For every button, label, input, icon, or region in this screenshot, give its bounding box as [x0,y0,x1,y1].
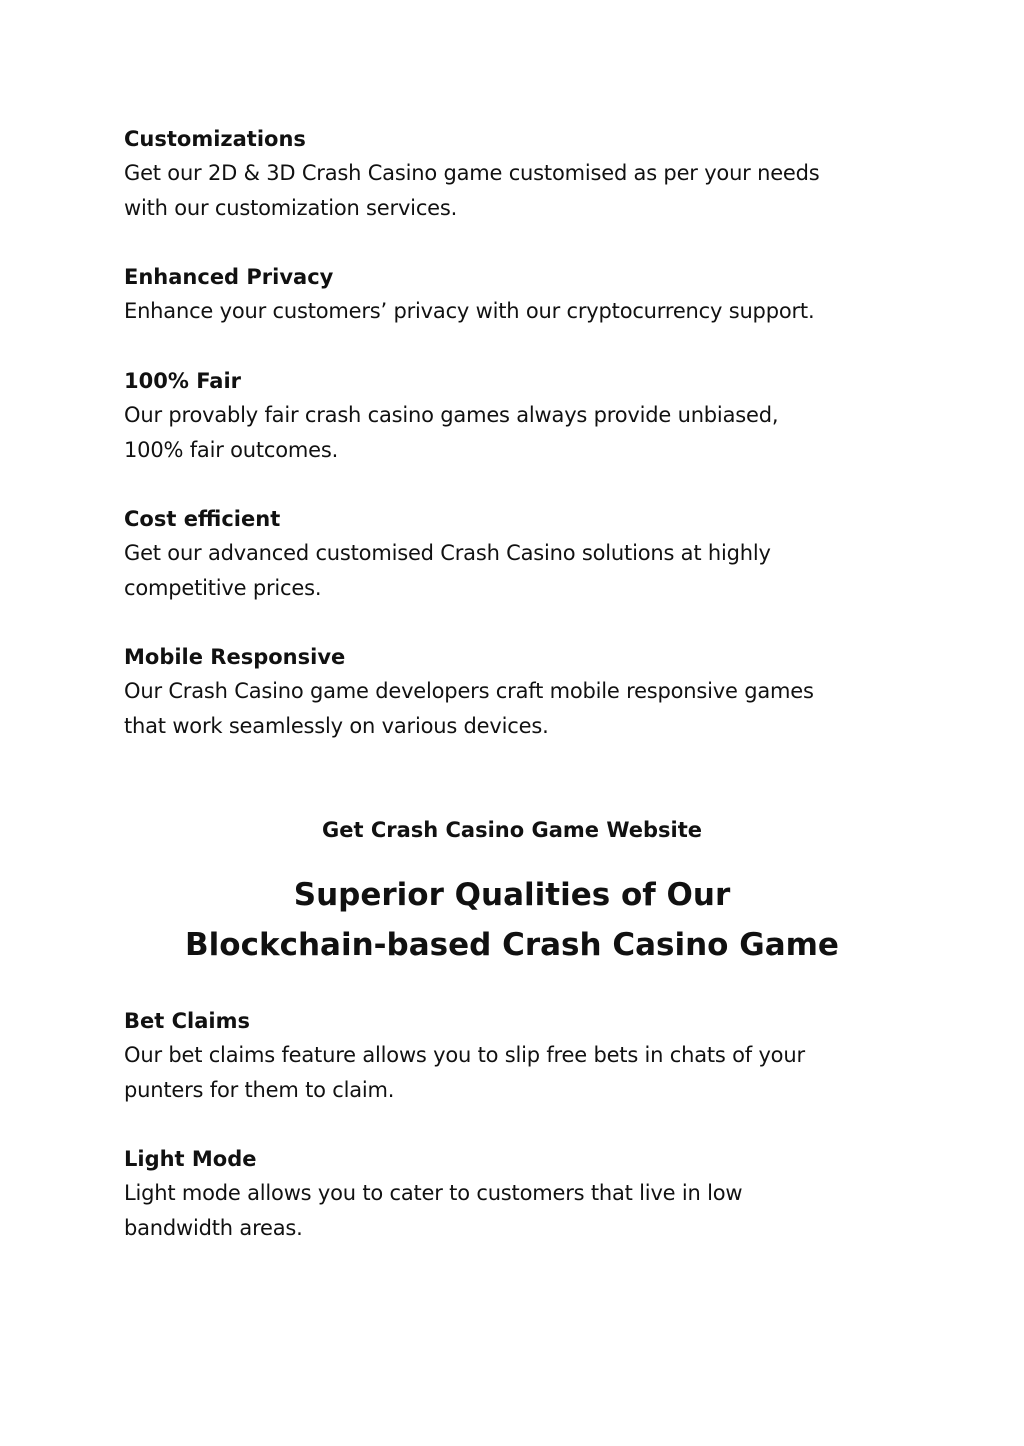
quality-bet-claims [124,1004,914,1107]
feature-description-line: that work seamlessly on various devices. [124,713,549,738]
qualities-heading-line: Superior Qualities of Our [293,877,731,913]
feature-description-line: with our customization services. [124,195,458,220]
quality-description-line: Light mode allows you to cater to customers that live in low [124,1181,743,1205]
quality-title: Light Mode [124,1147,257,1171]
feature-100-fair [124,364,914,467]
feature-title: Customizations [124,127,306,151]
feature-cost-efficient [124,502,914,605]
quality-description-line: bandwidth areas. [124,1215,303,1240]
feature-description-line: Our Crash Casino game developers craft mobile responsive games [124,679,814,703]
quality-title: Bet Claims [124,1009,250,1033]
feature-title: Mobile Responsive [124,645,346,669]
feature-title: Cost efficient [124,507,281,531]
feature-description-line: Enhance your customers’ privacy with our cryptocurrency support. [124,299,815,323]
quality-description-line: punters for them to claim. [124,1077,395,1102]
feature-description-line: Get our 2D & 3D Crash Casino game customised as per your needs [124,161,820,185]
feature-title: Enhanced Privacy [124,265,334,289]
feature-description-line: Get our advanced customised Crash Casino solutions at highly [124,541,771,565]
feature-description-line: Our provably fair crash casino games always provide unbiased, [124,403,779,427]
qualities-heading [0,870,1024,970]
quality-light-mode [124,1142,914,1245]
quality-description-line: Our bet claims feature allows you to slip free bets in chats of your [124,1043,805,1067]
cta-heading[interactable]: Get Crash Casino Game Website [321,818,702,842]
feature-customizations [124,122,914,225]
feature-description-line: competitive prices. [124,575,322,600]
qualities-heading-line: Blockchain-based Crash Casino Game [185,927,839,963]
feature-mobile-responsive [124,640,914,743]
feature-description-line: 100% fair outcomes. [124,437,339,462]
feature-enhanced-privacy [124,260,914,329]
feature-title: 100% Fair [124,369,242,393]
